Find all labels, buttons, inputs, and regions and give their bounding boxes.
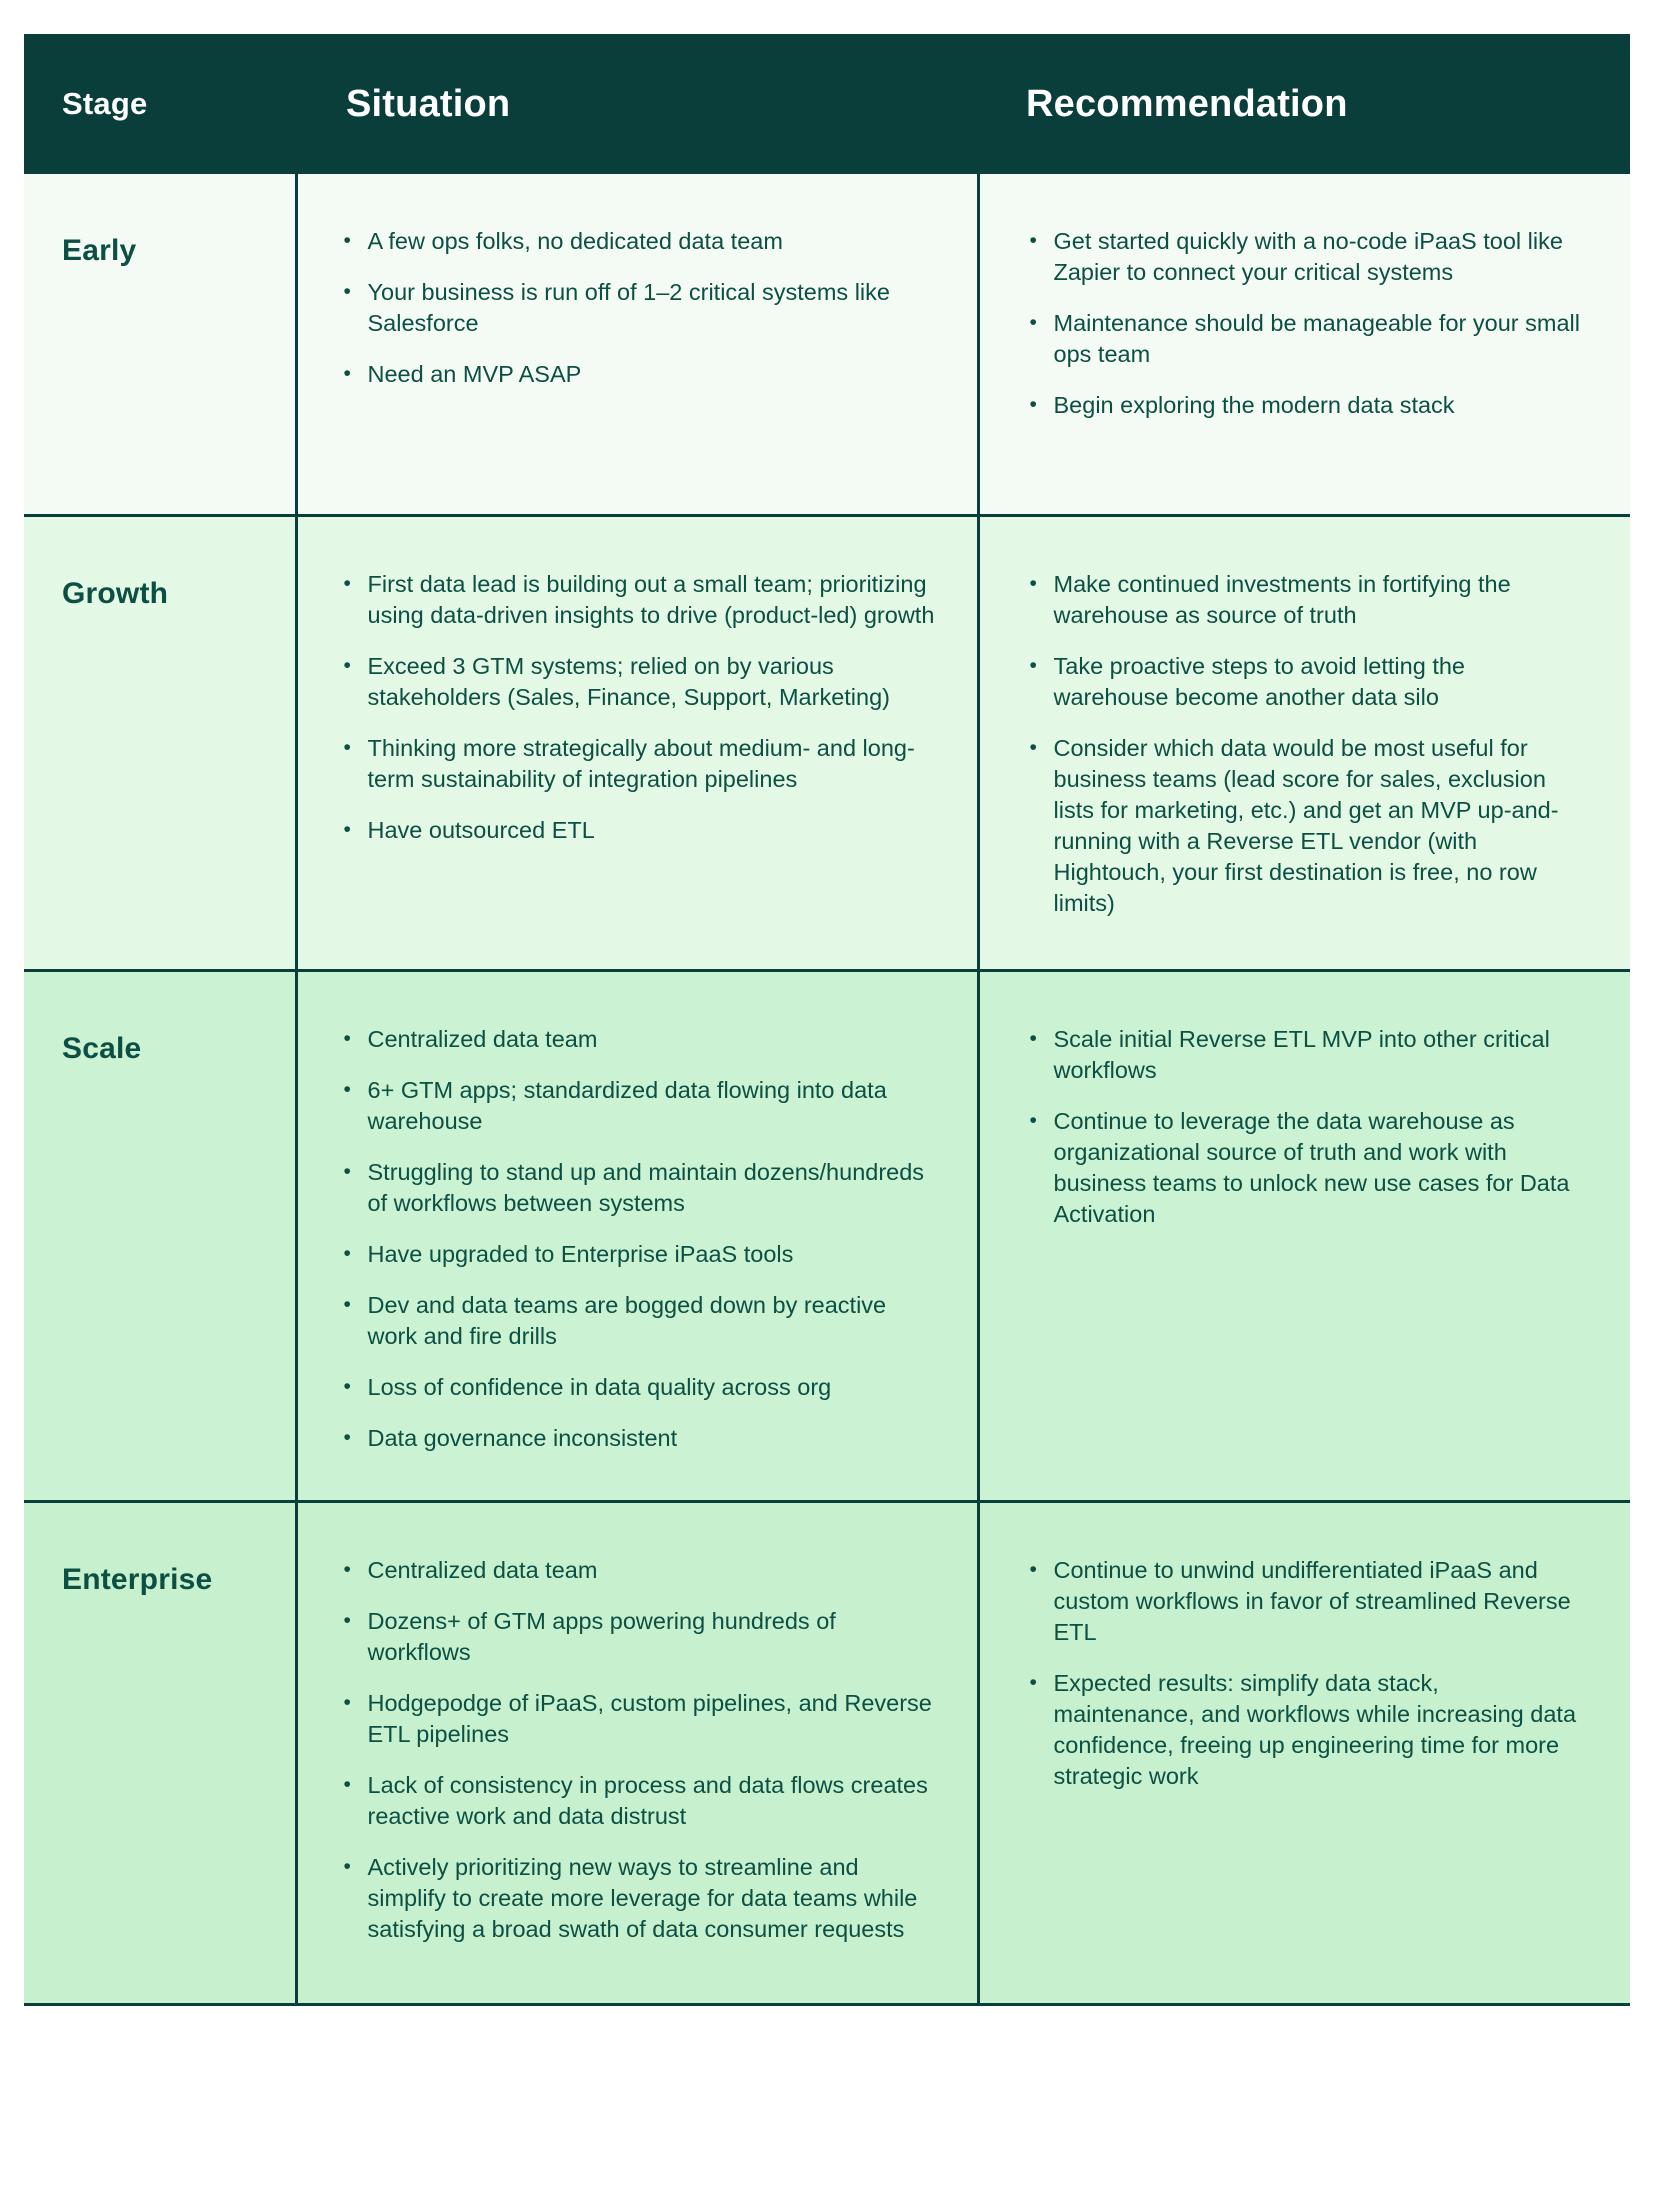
list-item: • Actively prioritizing new ways to streamline and simplify to create more leverage for data teams while satisfying a broad swath of data consumer requests (338, 1852, 937, 1945)
cell-recommendation (978, 1502, 1630, 2005)
situation-list (338, 569, 937, 846)
list-item: • A few ops folks, no dedicated data team (338, 226, 937, 257)
list-item: • First data lead is building out a small team; prioritizing using data-driven insights to drive (product-led) growth (338, 569, 937, 631)
list-item: • Have upgraded to Enterprise iPaaS tools (338, 1239, 937, 1270)
situation-list (338, 1555, 937, 1945)
list-item: • Get started quickly with a no-code iPaaS tool like Zapier to connect your critical systems (1024, 226, 1585, 288)
cell-situation (296, 1502, 978, 2005)
table-row (24, 1502, 1630, 2005)
cell-stage (24, 971, 296, 1502)
maturity-stage-table (24, 34, 1630, 2006)
list-item: • Dozens+ of GTM apps powering hundreds of workflows (338, 1606, 937, 1668)
list-item: • Centralized data team (338, 1024, 937, 1055)
list-item: • Hodgepodge of iPaaS, custom pipelines, and Reverse ETL pipelines (338, 1688, 937, 1750)
recommendation-list (1024, 1024, 1585, 1230)
stage-label: Scale (62, 1032, 142, 1065)
situation-list (338, 226, 937, 390)
list-item: • Begin exploring the modern data stack (1024, 390, 1585, 421)
list-item: • Data governance inconsistent (338, 1423, 937, 1454)
table-header-row (24, 34, 1630, 174)
list-item: • Take proactive steps to avoid letting the warehouse become another data silo (1024, 651, 1585, 713)
table-row (24, 971, 1630, 1502)
table-row (24, 516, 1630, 971)
list-item: • Consider which data would be most useful for business teams (lead score for sales, exclusion lists for marketing, etc.) and get an MVP up-and-running with a Reverse ETL vendor (with Hightouch, your first destination is free, no row limits) (1024, 733, 1585, 919)
list-item: • 6+ GTM apps; standardized data flowing into data warehouse (338, 1075, 937, 1137)
list-item: • Loss of confidence in data quality across org (338, 1372, 937, 1403)
list-item: • Centralized data team (338, 1555, 937, 1586)
column-header-situation: Situation (296, 34, 978, 174)
recommendation-list (1024, 226, 1585, 421)
list-item: • Maintenance should be manageable for your small ops team (1024, 308, 1585, 370)
table-header (24, 34, 1630, 174)
cell-stage (24, 516, 296, 971)
cell-recommendation (978, 971, 1630, 1502)
cell-recommendation (978, 516, 1630, 971)
list-item: • Lack of consistency in process and data flows creates reactive work and data distrust (338, 1770, 937, 1832)
column-header-stage: Stage (24, 34, 296, 174)
list-item: • Exceed 3 GTM systems; relied on by various stakeholders (Sales, Finance, Support, Marketing) (338, 651, 937, 713)
list-item: • Need an MVP ASAP (338, 359, 937, 390)
table-body (24, 174, 1630, 2005)
situation-list (338, 1024, 937, 1454)
recommendation-list (1024, 569, 1585, 919)
list-item: • Make continued investments in fortifying the warehouse as source of truth (1024, 569, 1585, 631)
list-item: • Continue to unwind undifferentiated iPaaS and custom workflows in favor of streamlined Reverse ETL (1024, 1555, 1585, 1648)
list-item: • Continue to leverage the data warehouse as organizational source of truth and work with business teams to unlock new use cases for Data Activation (1024, 1106, 1585, 1230)
list-item: • Your business is run off of 1–2 critical systems like Salesforce (338, 277, 937, 339)
list-item: • Expected results: simplify data stack, maintenance, and workflows while increasing data confidence, freeing up engineering time for more strategic work (1024, 1668, 1585, 1792)
cell-situation (296, 516, 978, 971)
list-item: • Struggling to stand up and maintain dozens/hundreds of workflows between systems (338, 1157, 937, 1219)
recommendation-list (1024, 1555, 1585, 1792)
cell-situation (296, 174, 978, 516)
cell-stage (24, 174, 296, 516)
list-item: • Thinking more strategically about medium- and long-term sustainability of integration pipelines (338, 733, 937, 795)
column-header-recommendation: Recommendation (978, 34, 1630, 174)
list-item: • Scale initial Reverse ETL MVP into other critical workflows (1024, 1024, 1585, 1086)
stage-label: Growth (62, 577, 169, 610)
stage-label: Enterprise (62, 1563, 213, 1596)
cell-recommendation (978, 174, 1630, 516)
cell-stage (24, 1502, 296, 2005)
cell-situation (296, 971, 978, 1502)
table-row (24, 174, 1630, 516)
list-item: • Dev and data teams are bogged down by reactive work and fire drills (338, 1290, 937, 1352)
stage-label: Early (62, 234, 137, 267)
list-item: • Have outsourced ETL (338, 815, 937, 846)
